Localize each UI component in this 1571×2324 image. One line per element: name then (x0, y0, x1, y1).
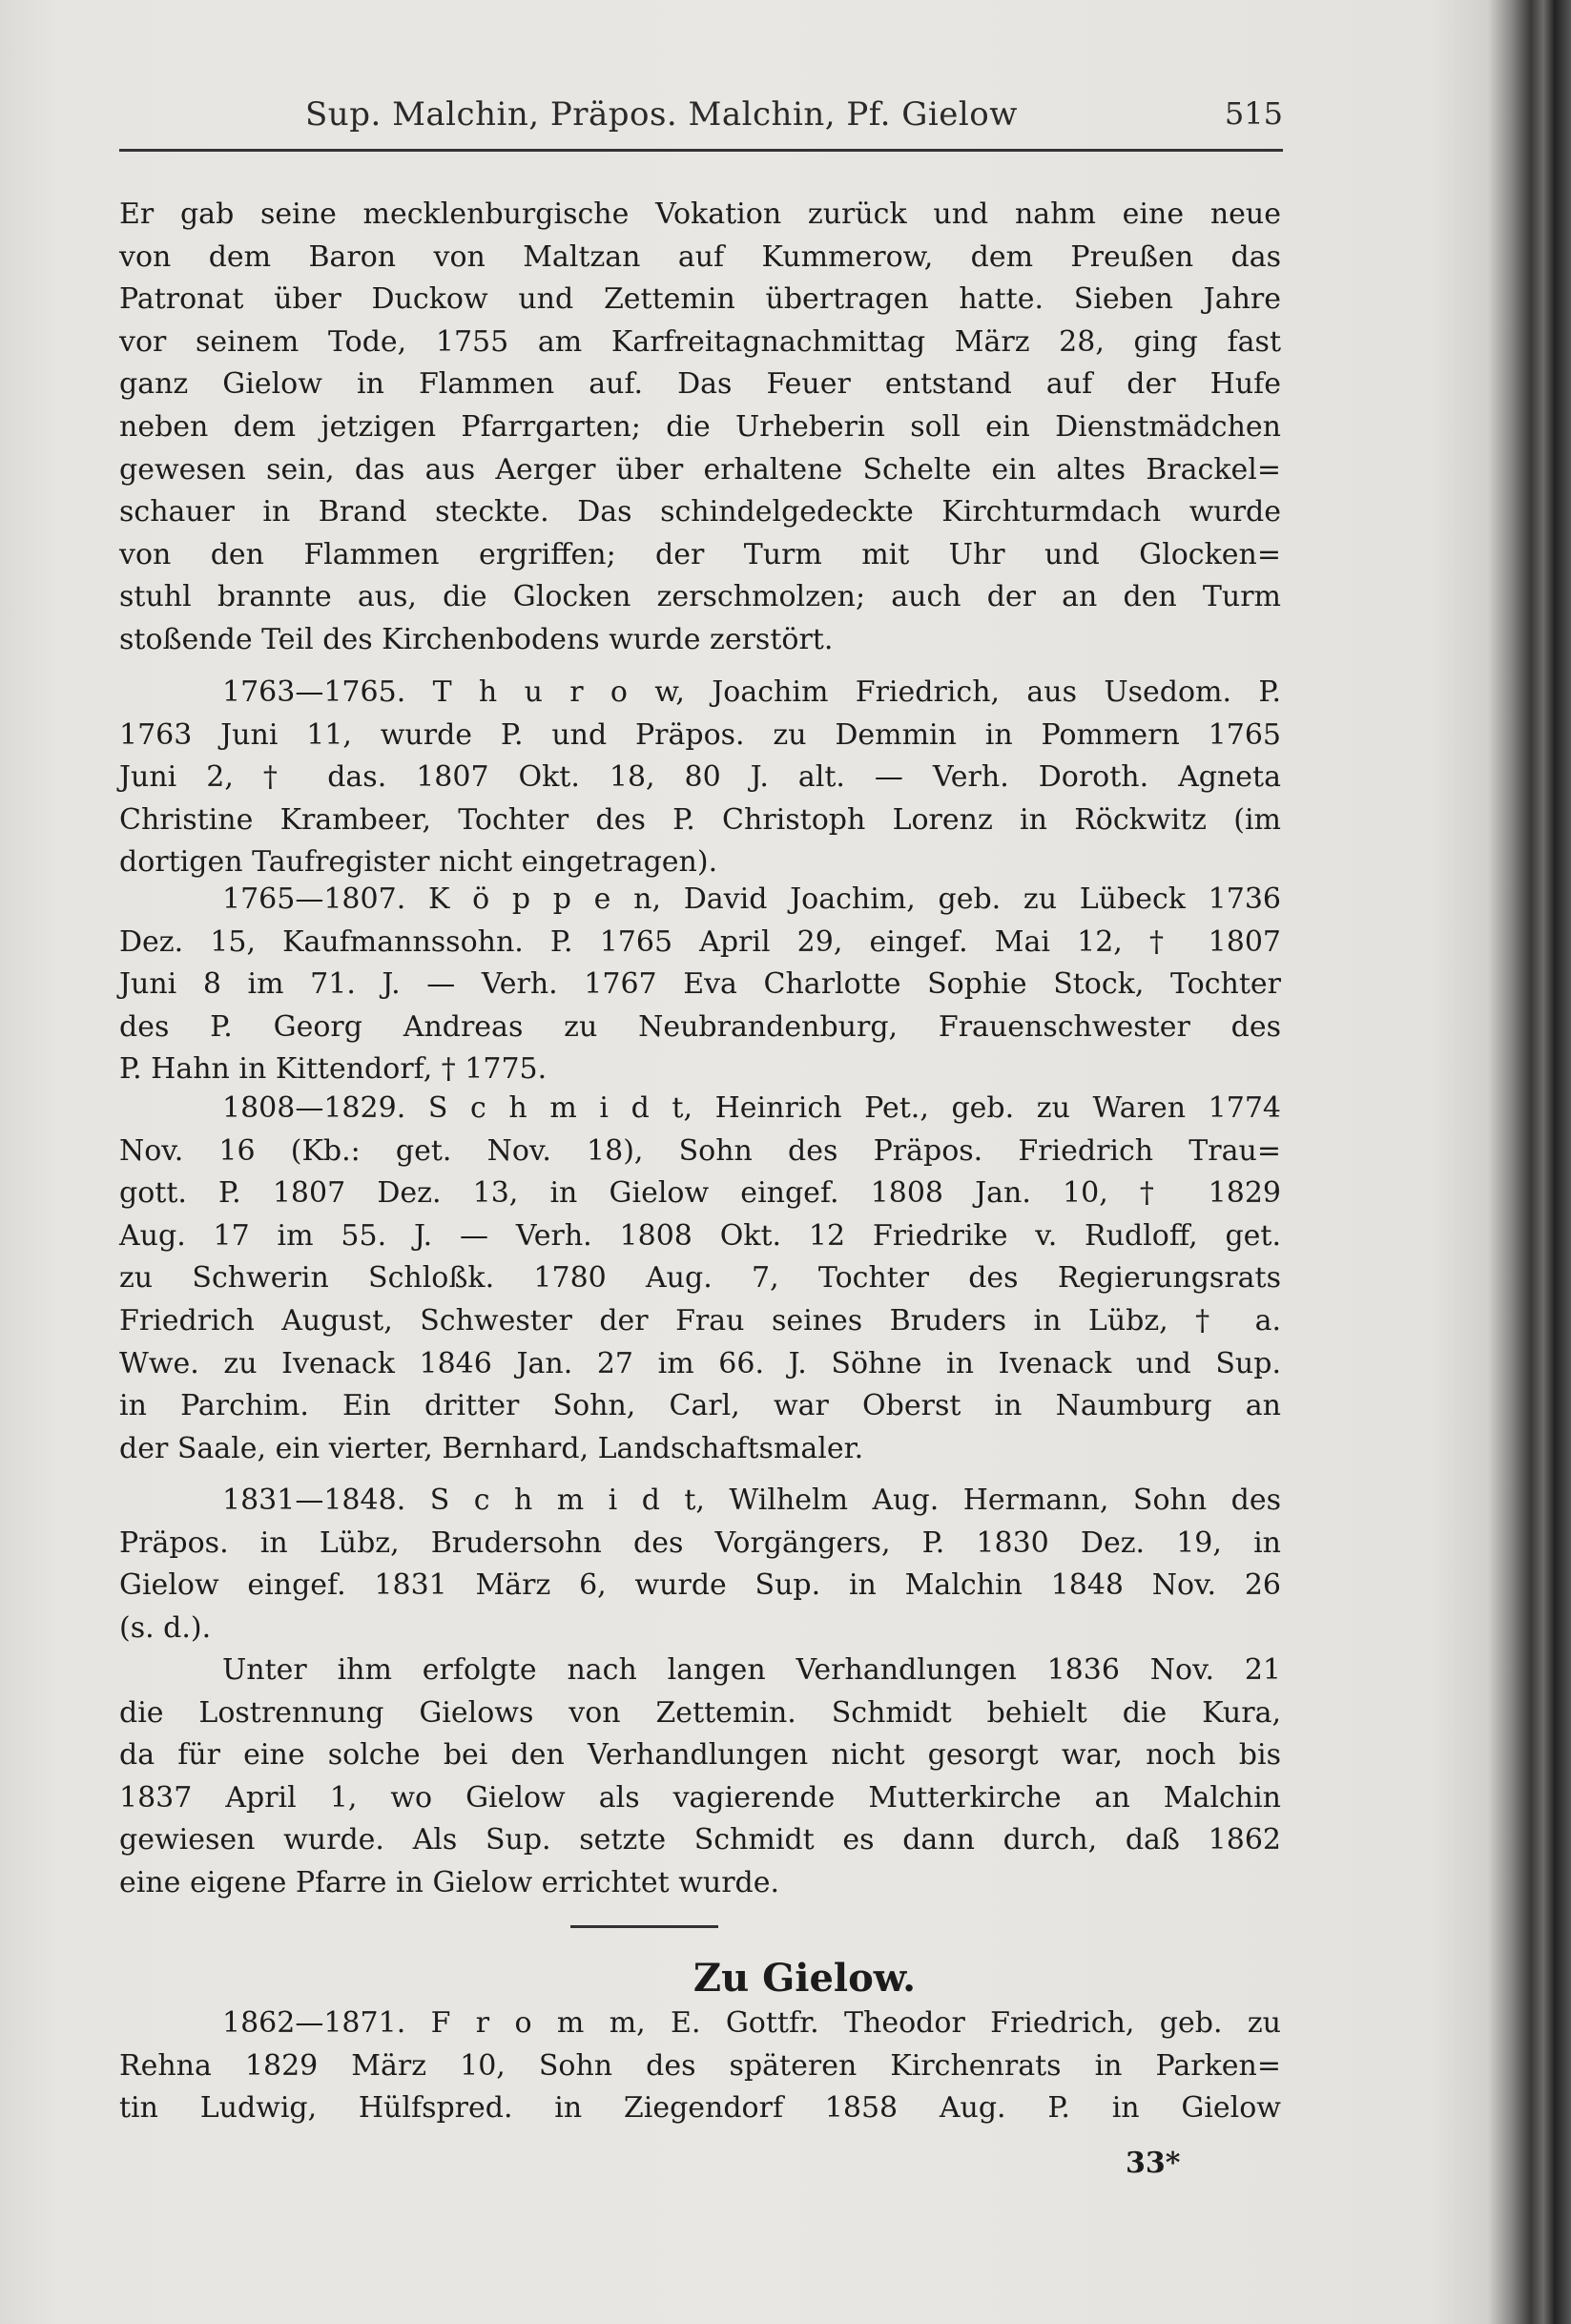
section-separator (570, 1925, 718, 1928)
text-line: Wwe. zu Ivenack 1846 Jan. 27 im 66. J. Söhne in Ivenack und Sup. (119, 1346, 1281, 1380)
text-line: Unter ihm erfolgte nach langen Verhandlungen 1836 Nov. 21 (222, 1653, 1281, 1687)
text-line: 1765—1807. K ö p p e n, David Joachim, geb. zu Lübeck 1736 (222, 882, 1281, 916)
text-line: Dez. 15, Kaufmannssohn. P. 1765 April 29, eingef. Mai 12, † 1807 (119, 924, 1281, 959)
paragraph-separation (119, 1650, 1281, 1905)
paragraph-fire-1755 (119, 194, 1281, 662)
text-line: vor seinem Tode, 1755 am Karfreitagnachmittag März 28, ging fast (119, 324, 1281, 359)
section-heading: Zu Gielow. (692, 1956, 917, 2001)
text-line: in Parchim. Ein dritter Sohn, Carl, war Oberst in Naumburg an (119, 1389, 1281, 1423)
text-line: 1808—1829. S c h m i d t, Heinrich Pet., geb. zu Waren 1774 (222, 1091, 1281, 1125)
running-title: Sup. Malchin, Präpos. Malchin, Pf. Gielow (305, 95, 1018, 134)
text-line: Präpos. in Lübz, Brudersohn des Vorgängers, P. 1830 Dez. 19, in (119, 1525, 1281, 1560)
entry-thurow (119, 672, 1281, 884)
text-line: der Saale, ein vierter, Bernhard, Landschaftsmaler. (119, 1431, 864, 1465)
text-line: neben dem jetzigen Pfarrgarten; die Urheberin soll ein Dienstmädchen (119, 409, 1281, 444)
text-line: Gielow eingef. 1831 März 6, wurde Sup. in Malchin 1848 Nov. 26 (119, 1568, 1281, 1603)
running-header (119, 95, 1283, 141)
text-line: zu Schwerin Schloßk. 1780 Aug. 7, Tochter des Regierungsrats (119, 1261, 1281, 1296)
header-rule (119, 149, 1283, 152)
entry-fromm (119, 2002, 1281, 2130)
text-line: (s. d.). (119, 1610, 212, 1645)
text-line: dortigen Taufregister nicht eingetragen). (119, 845, 718, 880)
text-line: 1831—1848. S c h m i d t, Wilhelm Aug. Hermann, Sohn des (222, 1484, 1281, 1517)
text-line: stuhl brannte aus, die Glocken zerschmolzen; auch der an den Turm (119, 580, 1281, 614)
text-line: gewesen sein, das aus Aerger über erhaltene Schelte ein altes Brackel= (119, 452, 1281, 487)
entry-schmidt-wilhelm (119, 1480, 1281, 1650)
text-line: tin Ludwig, Hülfspred. in Ziegendorf 1858 Aug. P. in Gielow (119, 2091, 1281, 2126)
text-line: stoßende Teil des Kirchenbodens wurde zerstört. (119, 622, 834, 656)
text-line: ganz Gielow in Flammen auf. Das Feuer entstand auf der Hufe (119, 367, 1281, 402)
text-line: 1763—1765. T h u r o w, Joachim Friedrich, aus Usedom. P. (222, 675, 1281, 709)
page-number: 515 (1224, 95, 1283, 132)
text-line: Nov. 16 (Kb.: get. Nov. 18), Sohn des Präpos. Friedrich Trau= (119, 1133, 1281, 1168)
text-line: Rehna 1829 März 10, Sohn des späteren Kirchenrats in Parken= (119, 2048, 1281, 2083)
entry-koeppen (119, 879, 1281, 1091)
text-line: Patronat über Duckow und Zettemin übertragen hatte. Sieben Jahre (119, 282, 1281, 317)
text-line: da für eine solche bei den Verhandlungen nicht gesorgt war, noch bis (119, 1738, 1281, 1773)
text-line: Friedrich August, Schwester der Frau seines Bruders in Lübz, † a. (119, 1303, 1281, 1338)
text-line: des P. Georg Andreas zu Neubrandenburg, Frauenschwester des (119, 1009, 1281, 1044)
text-line: Juni 8 im 71. J. — Verh. 1767 Eva Charlotte Sophie Stock, Tochter (119, 967, 1281, 1002)
text-line: 1837 April 1, wo Gielow als vagierende Mutterkirche an Malchin (119, 1780, 1281, 1815)
text-line: gewiesen wurde. Als Sup. setzte Schmidt es dann durch, daß 1862 (119, 1823, 1281, 1857)
entry-schmidt-heinrich (119, 1088, 1281, 1470)
text-line: Christine Krambeer, Tochter des P. Christoph Lorenz in Röckwitz (im (119, 802, 1281, 837)
text-line: Aug. 17 im 55. J. — Verh. 1808 Okt. 12 Friedrike v. Rudloff, get. (119, 1218, 1281, 1253)
text-line: eine eigene Pfarre in Gielow errichtet wurde. (119, 1865, 780, 1899)
text-line: von dem Baron von Maltzan auf Kummerow, dem Preußen das (119, 239, 1281, 274)
text-line: von den Flammen ergriffen; der Turm mit Uhr und Glocken= (119, 537, 1281, 571)
text-line: Er gab seine mecklenburgische Vokation zurück und nahm eine neue (119, 197, 1281, 231)
text-line: Juni 2, † das. 1807 Okt. 18, 80 J. alt. — Verh. Doroth. Agneta (119, 760, 1281, 795)
text-line: 1862—1871. F r o m m, E. Gottfr. Theodor Friedrich, geb. zu (222, 2006, 1281, 2040)
text-line: gott. P. 1807 Dez. 13, in Gielow eingef. 1808 Jan. 10, † 1829 (119, 1176, 1281, 1211)
text-line: die Lostrennung Gielows von Zettemin. Schmidt behielt die Kura, (119, 1695, 1281, 1730)
signature-mark: 33* (1126, 2147, 1181, 2180)
text-line: P. Hahn in Kittendorf, † 1775. (119, 1052, 548, 1087)
text-line: 1763 Juni 11, wurde P. und Präpos. zu Demmin in Pommern 1765 (119, 717, 1281, 752)
text-line: schauer in Brand steckte. Das schindelgedeckte Kirchturmdach wurde (119, 495, 1281, 529)
